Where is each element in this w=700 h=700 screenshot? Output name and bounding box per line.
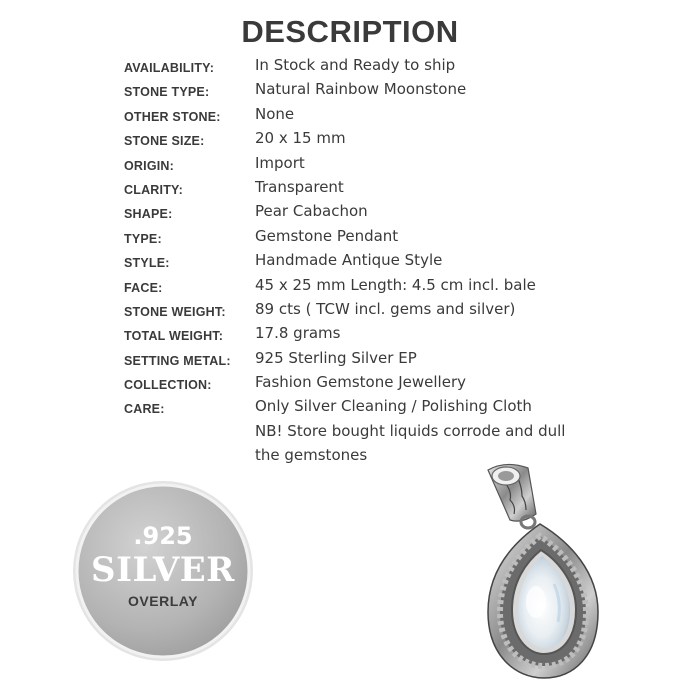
care-note-line [124, 422, 594, 446]
page-title: DESCRIPTION [241, 14, 459, 49]
spec-value: 17.8 grams [255, 324, 341, 343]
spec-row-style [124, 251, 594, 275]
badge-925-text: .925 [133, 522, 193, 550]
spec-value: None [255, 104, 295, 123]
spec-value: Pear Cabachon [255, 202, 368, 221]
spec-label: COLLECTION: [124, 378, 212, 393]
spec-label: ORIGIN: [124, 158, 175, 173]
spec-value: In Stock and Ready to ship [255, 56, 456, 74]
spec-label: STONE SIZE: [124, 134, 205, 149]
spec-value: Transparent [255, 177, 344, 196]
spec-row-clarity [124, 178, 594, 202]
spec-row-collection [124, 373, 594, 397]
spec-row-care [124, 397, 594, 421]
spec-label: CARE: [124, 402, 165, 417]
spec-label: TYPE: [124, 231, 162, 246]
spec-label: STYLE: [124, 256, 170, 271]
spec-value: Handmade Antique Style [255, 251, 443, 270]
spec-row-stone-size [124, 129, 594, 153]
spec-label: STONE TYPE: [124, 85, 210, 100]
spec-value: 89 cts ( TCW incl. gems and silver) [255, 299, 516, 318]
moonstone-pendant-icon [466, 462, 606, 687]
spec-row-face [124, 276, 594, 300]
badge-silver-text: SILVER [91, 550, 235, 590]
spec-value: Gemstone Pendant [255, 226, 399, 245]
spec-value: Fashion Gemstone Jewellery [255, 373, 466, 392]
spec-value: 45 x 25 mm Length: 4.5 cm incl. bale [255, 275, 536, 294]
spec-label: FACE: [124, 280, 163, 295]
spec-label: SHAPE: [124, 207, 173, 222]
spec-row-origin [124, 154, 594, 178]
spec-label: CLARITY: [124, 182, 183, 197]
spec-label: SETTING METAL: [124, 353, 231, 368]
spec-row-other-stone [124, 105, 594, 129]
spec-table [124, 56, 594, 471]
spec-value: 20 x 15 mm [255, 129, 346, 148]
spec-label: TOTAL WEIGHT: [124, 329, 224, 344]
badge-overlay-text: OVERLAY [128, 593, 198, 609]
spec-row-type [124, 227, 594, 251]
care-note-text: the gemstones [255, 446, 368, 465]
spec-row-stone-weight [124, 300, 594, 324]
silver-overlay-badge [70, 478, 256, 664]
care-note-text: NB! Store bought liquids corrode and dull [255, 421, 566, 440]
pendant-image [466, 462, 606, 687]
spec-row-stone-type [124, 80, 594, 104]
spec-value: 925 Sterling Silver EP [255, 348, 417, 367]
spec-row-total-weight [124, 324, 594, 348]
spec-label: AVAILABILITY: [124, 61, 215, 75]
spec-row-shape [124, 202, 594, 226]
spec-row-setting-metal [124, 349, 594, 373]
spec-label: OTHER STONE: [124, 109, 221, 124]
spec-value: Import [255, 153, 305, 172]
spec-row-availability [124, 56, 594, 80]
spec-label: STONE WEIGHT: [124, 304, 226, 319]
spec-value: Only Silver Cleaning / Polishing Cloth [255, 397, 532, 416]
spec-value: Natural Rainbow Moonstone [255, 80, 467, 99]
